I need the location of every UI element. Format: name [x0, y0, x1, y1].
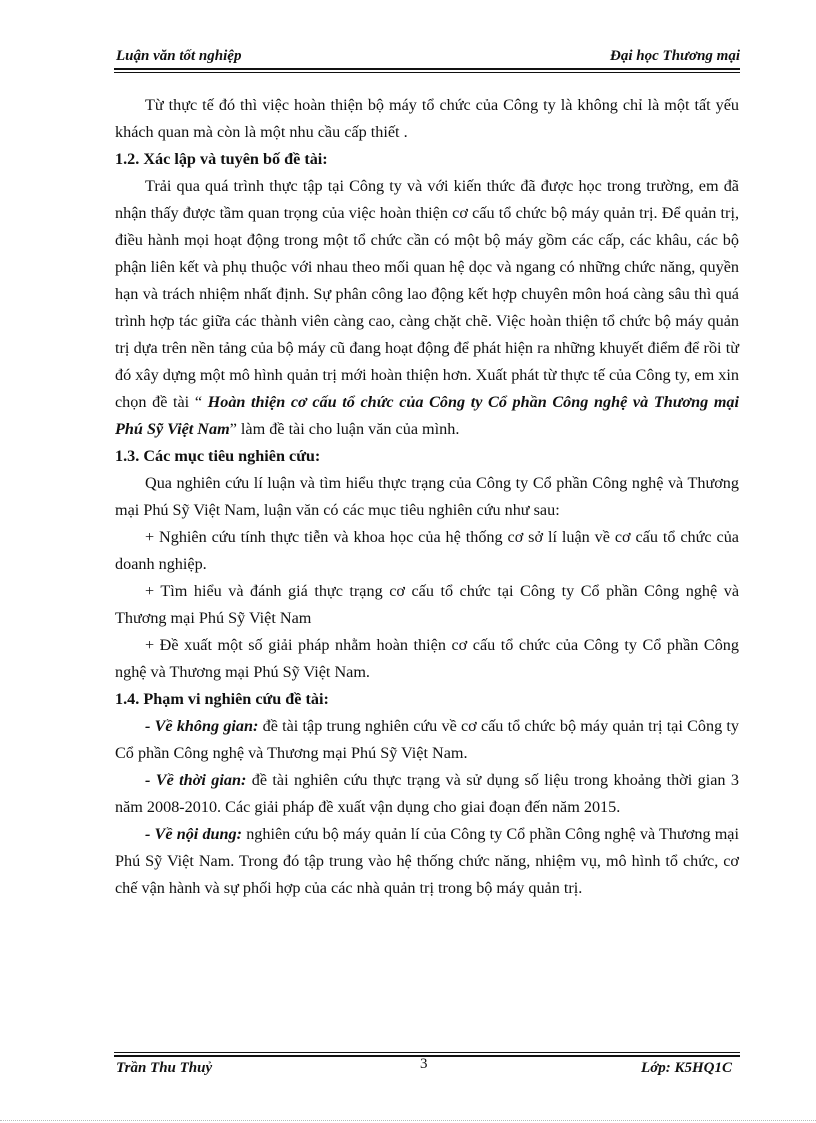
intro-paragraph: Từ thực tế đó thì việc hoàn thiện bộ máy tổ chức của Công ty là không chỉ là một tất yếu khách quan mà còn là một nhu cầu cấp thiết .: [115, 96, 739, 141]
objective-item-1: + Nghiên cứu tính thực tiễn và khoa học của hệ thống cơ sở lí luận về cơ cấu tổ chức của doanh nghiệp.: [115, 528, 739, 573]
section-1-4-heading: 1.4. Phạm vi nghiên cứu đề tài:: [115, 690, 329, 708]
scope-content-label: - Về nội dung:: [145, 825, 243, 843]
scope-content-text: nghiên cứu bộ máy quản lí của Công ty Cổ phần Công nghệ và Thương mại Phú Sỹ Việt Nam. Trong đó tập trung vào hệ thống chức năng, nhiệm vụ, mô hình tổ chức, cơ chế vận hành và sự phối hợp của các nhà quản trị trong bộ máy quản trị.: [115, 825, 739, 897]
scope-time-paragraph: [115, 767, 739, 821]
section-1-2-heading: 1.2. Xác lập và tuyên bố đề tài:: [115, 150, 328, 168]
scope-content-paragraph: [115, 821, 739, 902]
scope-space-text: đề tài tập trung nghiên cứu về cơ cấu tổ chức bộ máy quản trị tại Công ty Cổ phần Công nghệ và Thương mại Phú Sỹ Việt Nam.: [115, 717, 739, 762]
page-break-line: [0, 1120, 816, 1121]
objective-item-3: + Đề xuất một số giải pháp nhằm hoàn thiện cơ cấu tổ chức của Công ty Cổ phần Công nghệ và Thương mại Phú Sỹ Việt Nam.: [115, 636, 739, 681]
scope-time-label: - Về thời gian:: [145, 771, 247, 789]
footer-author: Trần Thu Thuỷ: [116, 1060, 213, 1076]
header-thesis-label: Luận văn tốt nghiệp: [116, 48, 242, 64]
header-rule: [114, 68, 740, 70]
page-footer: [114, 1050, 740, 1080]
thesis-title: Hoàn thiện cơ cấu tổ chức của Công ty Cổ phần Công nghệ và Thương mại Phú Sỹ Việt Nam: [115, 393, 740, 438]
section-1-2-text-end: ” làm đề tài cho luận văn của mình.: [229, 420, 460, 438]
page-header: [114, 48, 740, 72]
scope-space-paragraph: [115, 713, 739, 767]
section-1-3-heading: 1.3. Các mục tiêu nghiên cứu:: [115, 447, 321, 465]
section-1-3-paragraph: Qua nghiên cứu lí luận và tìm hiểu thực trạng của Công ty Cổ phần Công nghệ và Thương mại Phú Sỹ Việt Nam, luận văn có các mục tiêu nghiên cứu như sau:: [115, 474, 739, 519]
footer-class: Lớp: K5HQ1C: [641, 1060, 732, 1076]
page-body: [115, 92, 739, 902]
scope-space-label: - Về không gian:: [145, 717, 259, 735]
scope-time-text: đề tài nghiên cứu thực trạng và sử dụng số liệu trong khoảng thời gian 3 năm 2008-2010. Các giải pháp đề xuất vận dụng cho giai đoạn đến năm 2015.: [115, 771, 739, 816]
section-1-2-text: Trải qua quá trình thực tập tại Công ty và với kiến thức đã được học trong trường, em đã nhận thấy được tầm quan trọng của việc hoàn thiện cơ cấu tổ chức bộ máy quản trị. Để quản trị, điều hành mọi hoạt động trong một tổ chức cần có một bộ máy gồm các cấp, các khâu, các bộ phận liên kết và phụ thuộc với nhau theo mối quan hệ dọc và ngang có những chức năng, quyền hạn và trách nhiệm nhất định. Sự phân công lao động kết hợp chuyên môn hoá càng sâu thì quá trình hợp tác giữa các thành viên càng cao, càng chặt chẽ. Việc hoàn thiện tổ chức bộ máy quản trị dựa trên nền tảng của bộ máy cũ đang hoạt động để phát hiện ra những khuyết điểm để rồi từ đó xây dựng một mô hình quản trị mới hoàn thiện hơn. Xuất phát từ thực tế của Công ty, em xin chọn đề tài “: [115, 177, 739, 411]
footer-rule-thin: [114, 1052, 740, 1053]
page-number: 3: [420, 1056, 428, 1072]
header-university-label: Đại học Thương mại: [610, 48, 740, 64]
section-1-2-paragraph: [115, 173, 739, 443]
header-rule-thin: [114, 72, 740, 73]
objective-item-2: + Tìm hiểu và đánh giá thực trạng cơ cấu tổ chức tại Công ty Cổ phần Công nghệ và Thương mại Phú Sỹ Việt Nam: [115, 582, 739, 627]
